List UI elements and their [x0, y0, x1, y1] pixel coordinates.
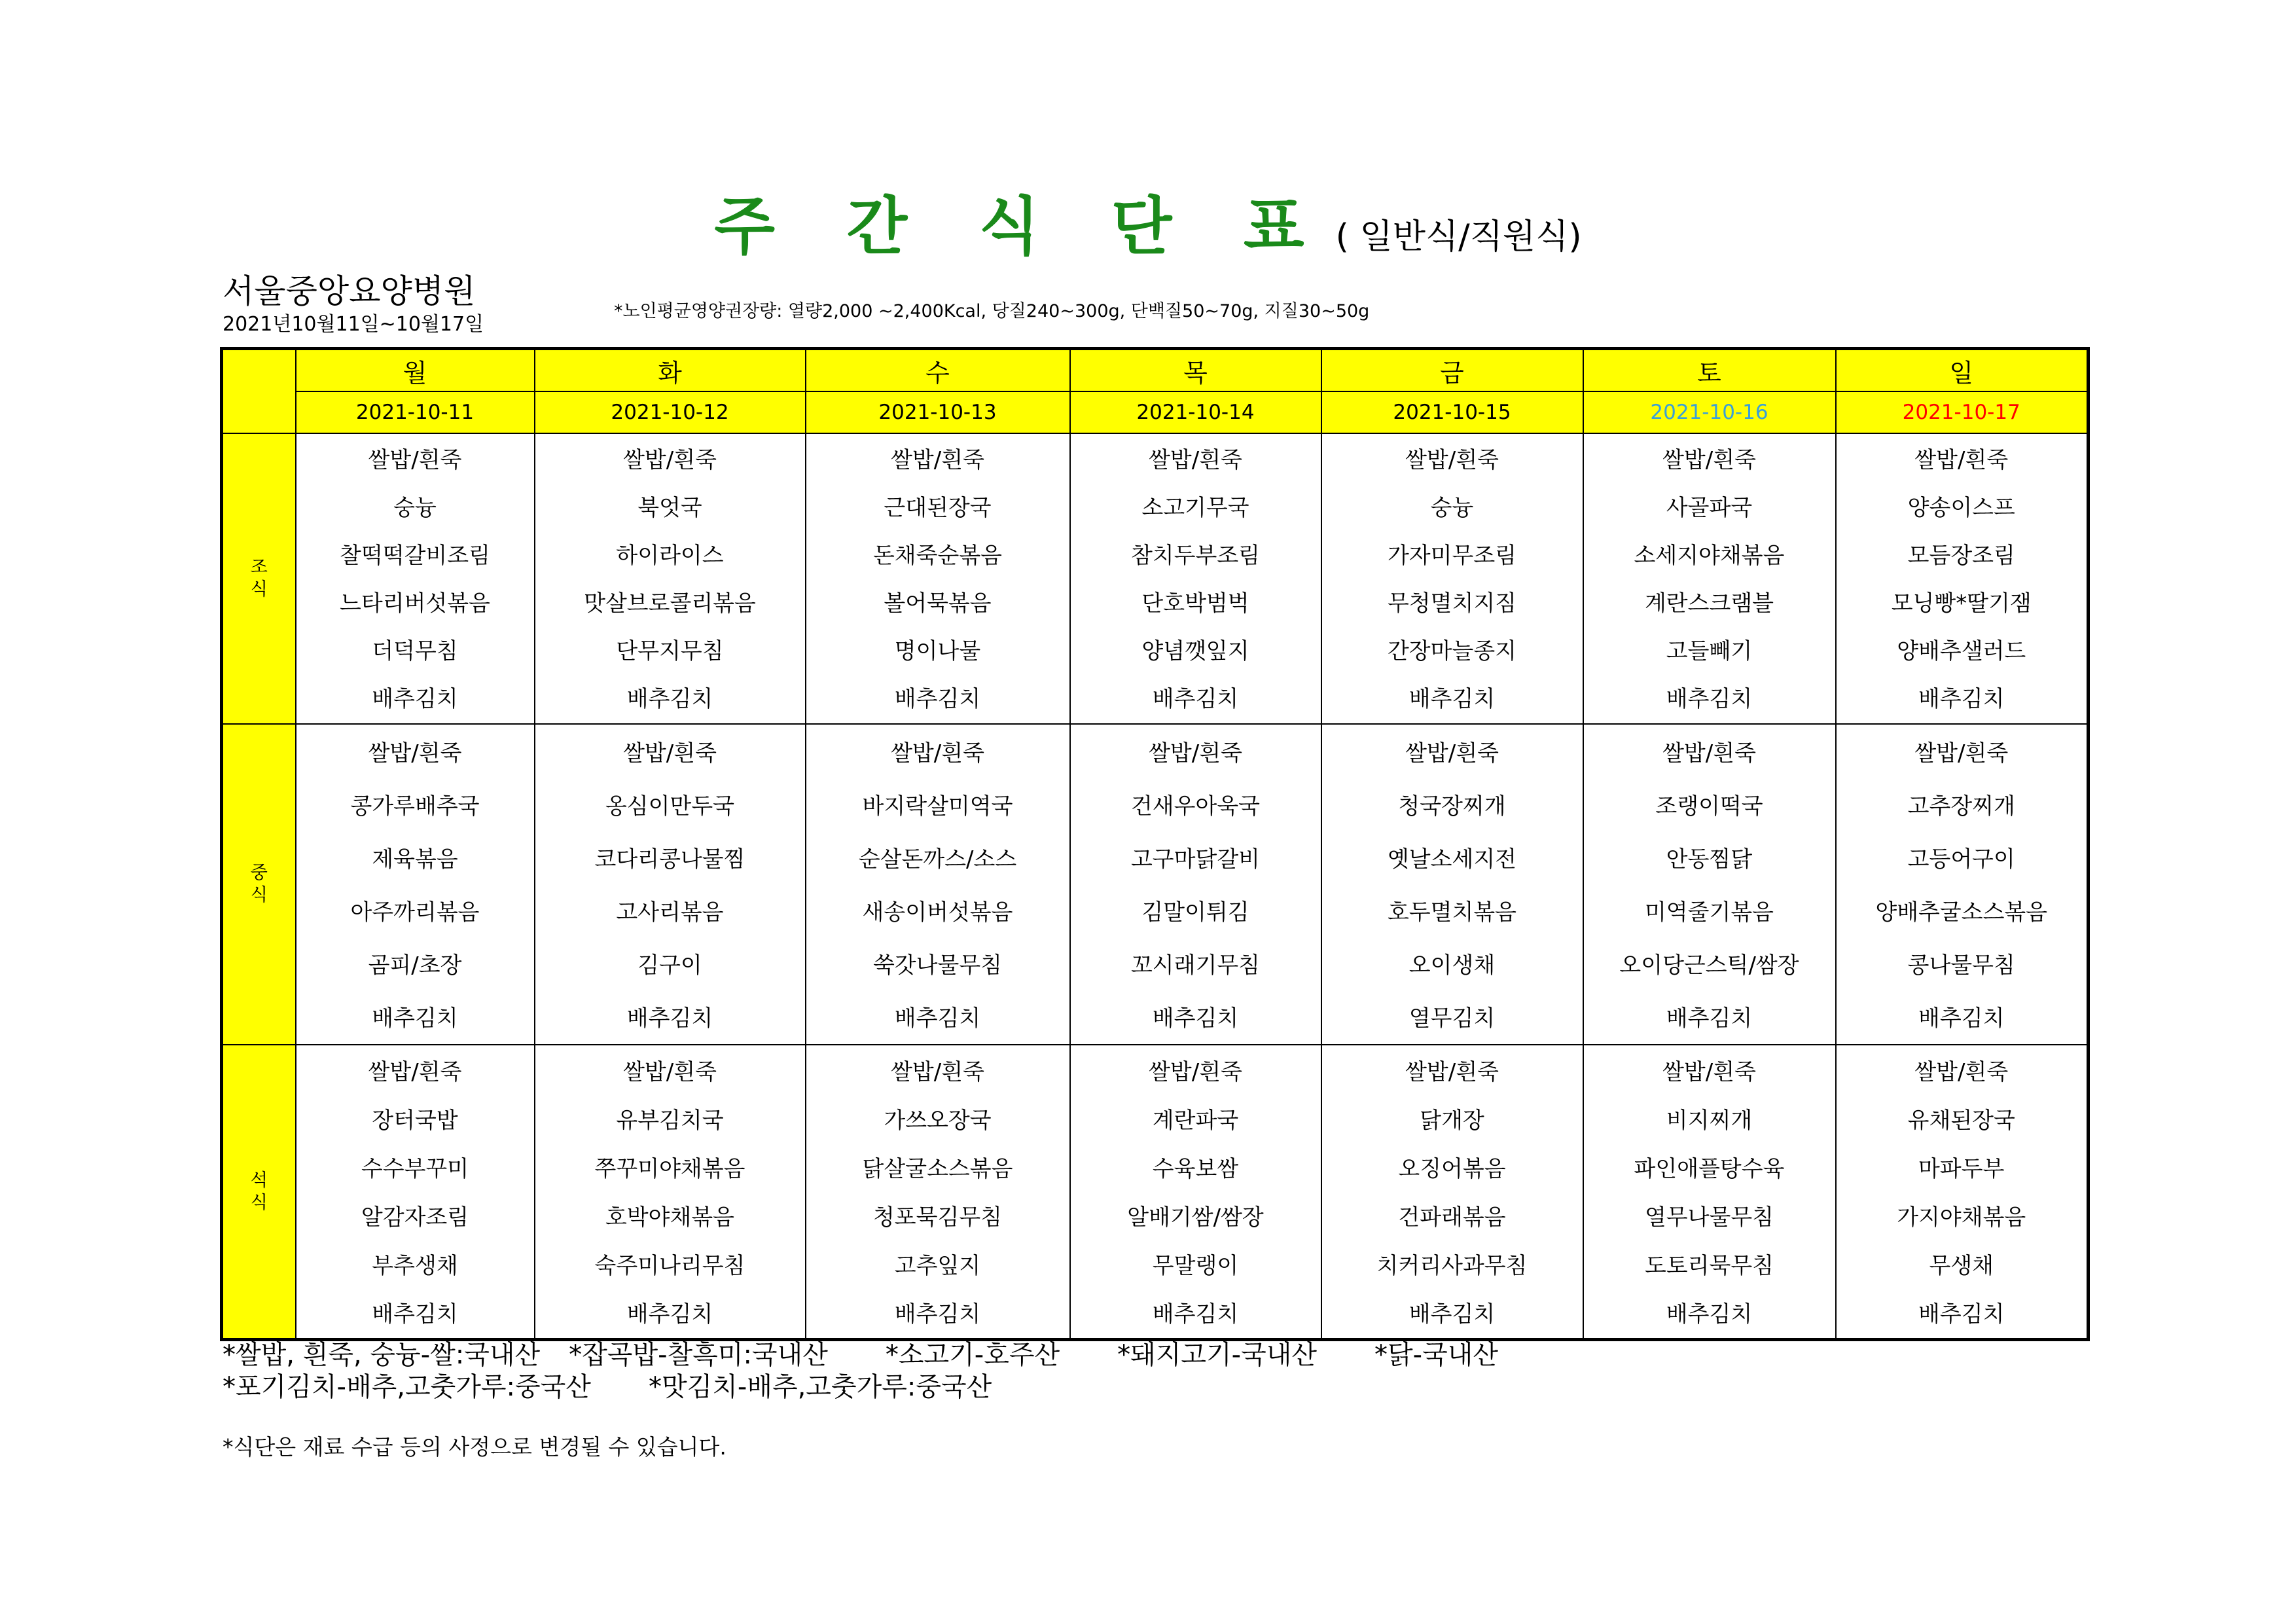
- menu-item: 열무나물무침: [1644, 1204, 1774, 1231]
- nutrition-note: *노인평균영양권장량: 열량2,000 ~2,400Kcal, 당질240~300g, 단백질50~70g, 지질30~50g: [614, 301, 1370, 321]
- origin-note-line2: [223, 1366, 992, 1403]
- menu-item: 참치두부조림: [1130, 543, 1261, 569]
- menu-item: 양배추굴소스볶음: [1875, 899, 2048, 926]
- title-sub: ( 일반식/직원식): [1335, 217, 1582, 257]
- menu-item: 숭늉: [1430, 495, 1474, 521]
- menu-period: 2021년10월11일~10월17일: [223, 313, 484, 336]
- menu-item: 쌀밥/흰죽: [1405, 1058, 1499, 1085]
- menu-item: 알배기쌈/쌈장: [1127, 1204, 1264, 1231]
- origin-note: *소고기-호주산: [885, 1340, 1060, 1370]
- menu-cell: [1583, 433, 1836, 724]
- menu-item: 고사리볶음: [616, 899, 724, 926]
- menu-item: 제육볶음: [372, 846, 458, 873]
- menu-item: 찰떡떡갈비조림: [340, 543, 490, 569]
- menu-cell: [1583, 1045, 1836, 1340]
- origin-note: *잡곡밥-찰흑미:국내산: [569, 1340, 828, 1370]
- menu-item: 쌀밥/흰죽: [1149, 740, 1242, 767]
- menu-item: 배추김치: [894, 1005, 981, 1032]
- menu-item: 옛날소세지전: [1387, 846, 1517, 873]
- menu-item: 쌀밥/흰죽: [623, 740, 717, 767]
- hospital-name: 서울중앙요양병원: [223, 272, 476, 310]
- menu-item: 치커리사과무침: [1376, 1252, 1528, 1279]
- menu-cell: [296, 1045, 535, 1340]
- date-header: 2021-10-14: [1070, 391, 1321, 433]
- day-header: 토: [1583, 349, 1836, 392]
- date-header: 2021-10-15: [1321, 391, 1583, 433]
- menu-item: 수수부꾸미: [361, 1155, 469, 1182]
- date-header: 2021-10-17: [1836, 391, 2089, 433]
- menu-item: 쭈꾸미야채볶음: [594, 1155, 745, 1182]
- menu-item: 쌀밥/흰죽: [1662, 1058, 1756, 1085]
- menu-item: 쌀밥/흰죽: [368, 447, 462, 473]
- menu-item: 건새우아욱국: [1130, 793, 1261, 820]
- menu-item: 숭늉: [393, 495, 437, 521]
- menu-cell: [535, 433, 806, 724]
- menu-item: 배추김치: [372, 1005, 458, 1032]
- meal-label-text: 조식: [250, 557, 268, 600]
- menu-item: 배추김치: [626, 1005, 713, 1032]
- menu-item: 마파두부: [1918, 1155, 2005, 1182]
- menu-item: 알감자조림: [361, 1204, 469, 1231]
- menu-item: 쑥갓나물무침: [872, 952, 1003, 979]
- menu-item: 쌀밥/흰죽: [1914, 447, 2009, 473]
- menu-item: 볼어묵볶음: [884, 590, 992, 617]
- menu-item: 하이라이스: [616, 543, 724, 569]
- menu-item: 무생채: [1929, 1252, 1994, 1279]
- menu-item: 근대된장국: [884, 495, 992, 521]
- menu-item: 배추김치: [1918, 1005, 2005, 1032]
- menu-item: 바지락살미역국: [862, 793, 1013, 820]
- menu-item: 파인애플탕수육: [1634, 1155, 1785, 1182]
- menu-item: 계란스크램블: [1644, 590, 1774, 617]
- menu-item: 건파래볶음: [1398, 1204, 1506, 1231]
- date-header: 2021-10-16: [1583, 391, 1836, 433]
- menu-cell: [535, 1045, 806, 1340]
- menu-cell: [1583, 724, 1836, 1045]
- menu-item: 아주까리볶음: [350, 899, 480, 926]
- menu-item: 고추장찌개: [1907, 793, 2015, 820]
- menu-item: 오징어볶음: [1398, 1155, 1506, 1182]
- menu-item: 가지야채볶음: [1897, 1204, 2026, 1231]
- day-header: 화: [535, 349, 806, 392]
- menu-item: 곰피/초장: [368, 952, 462, 979]
- meal-row: [222, 1045, 2089, 1340]
- menu-item: 비지찌개: [1666, 1107, 1753, 1134]
- menu-item: 모듬장조림: [1907, 543, 2015, 569]
- menu-cell: [1836, 433, 2089, 724]
- menu-item: 부추생채: [372, 1252, 458, 1279]
- menu-item: 고추잎지: [894, 1252, 981, 1279]
- menu-item: 가자미무조림: [1387, 543, 1517, 569]
- menu-item: 배추김치: [1666, 1301, 1753, 1327]
- menu-cell: [806, 1045, 1070, 1340]
- menu-item: 도토리묵무침: [1644, 1252, 1774, 1279]
- menu-item: 배추김치: [1152, 1301, 1239, 1327]
- menu-item: 배추김치: [626, 686, 713, 712]
- menu-item: 쌀밥/흰죽: [368, 1058, 462, 1085]
- menu-item: 꼬시래기무침: [1130, 952, 1261, 979]
- menu-item: 모닝빵*딸기잼: [1891, 590, 2032, 617]
- menu-item: 쌀밥/흰죽: [891, 1058, 984, 1085]
- origin-note: *쌀밥, 흰죽, 숭늉-쌀:국내산: [223, 1340, 541, 1370]
- menu-item: 배추김치: [1408, 1301, 1496, 1327]
- day-header: 일: [1836, 349, 2089, 392]
- menu-cell: [296, 724, 535, 1045]
- menu-item: 고등어구이: [1907, 846, 2015, 873]
- menu-item: 콩가루배추국: [350, 793, 480, 820]
- menu-item: 쌀밥/흰죽: [1405, 740, 1499, 767]
- menu-cell: [535, 724, 806, 1045]
- menu-item: 쌀밥/흰죽: [1914, 1058, 2009, 1085]
- menu-cell: [806, 433, 1070, 724]
- menu-item: 양송이스프: [1907, 495, 2015, 521]
- menu-item: 쌀밥/흰죽: [1149, 1058, 1242, 1085]
- title-main: 주 간 식 단 표: [714, 190, 1329, 263]
- menu-item: 안동찜닭: [1666, 846, 1753, 873]
- meal-label: [222, 724, 296, 1045]
- menu-item: 옹심이만두국: [605, 793, 735, 820]
- menu-item: 배추김치: [1918, 686, 2005, 712]
- date-header: 2021-10-12: [535, 391, 806, 433]
- menu-item: 배추김치: [626, 1301, 713, 1327]
- menu-cell: [296, 433, 535, 724]
- menu-item: 쌀밥/흰죽: [1405, 447, 1499, 473]
- menu-item: 배추김치: [1408, 686, 1496, 712]
- menu-item: 고구마닭갈비: [1130, 846, 1261, 873]
- origin-note: *돼지고기-국내산: [1117, 1340, 1318, 1370]
- menu-item: 사골파국: [1666, 495, 1753, 521]
- menu-cell: [1836, 724, 2089, 1045]
- menu-item: 유부김치국: [616, 1107, 724, 1134]
- menu-item: 쌀밥/흰죽: [1149, 447, 1242, 473]
- menu-cell: [1070, 724, 1321, 1045]
- menu-item: 간장마늘종지: [1387, 638, 1517, 664]
- menu-item: 콩나물무침: [1907, 952, 2015, 979]
- menu-item: 닭개장: [1420, 1107, 1484, 1134]
- menu-cell: [1321, 724, 1583, 1045]
- menu-item: 무말랭이: [1152, 1252, 1239, 1279]
- menu-item: 쌀밥/흰죽: [623, 1058, 717, 1085]
- menu-cell: [806, 724, 1070, 1045]
- menu-item: 오이생채: [1408, 952, 1496, 979]
- origin-note: *포기김치-배추,고춧가루:중국산: [223, 1372, 591, 1402]
- menu-item: 배추김치: [894, 686, 981, 712]
- menu-item: 쌀밥/흰죽: [1662, 447, 1756, 473]
- menu-item: 열무김치: [1408, 1005, 1496, 1032]
- menu-item: 쌀밥/흰죽: [1914, 740, 2009, 767]
- page-title: [0, 177, 2296, 266]
- corner-cell: [222, 349, 296, 434]
- menu-cell: [1321, 1045, 1583, 1340]
- meal-label: [222, 433, 296, 724]
- menu-item: 닭살굴소스볶음: [862, 1155, 1013, 1182]
- menu-cell: [1321, 433, 1583, 724]
- menu-item: 명이나물: [894, 638, 981, 664]
- menu-item: 더덕무침: [372, 638, 458, 664]
- menu-item: 북엇국: [637, 495, 702, 521]
- menu-item: 김말이튀김: [1141, 899, 1249, 926]
- menu-item: 배추김치: [372, 1301, 458, 1327]
- day-header: 목: [1070, 349, 1321, 392]
- menu-item: 배추김치: [372, 686, 458, 712]
- menu-item: 단무지무침: [616, 638, 724, 664]
- menu-item: 김구이: [637, 952, 702, 979]
- menu-item: 순살돈까스/소스: [858, 846, 1017, 873]
- menu-item: 무청멸치지짐: [1387, 590, 1517, 617]
- menu-item: 유채된장국: [1907, 1107, 2015, 1134]
- menu-item: 맛살브로콜리볶음: [584, 590, 756, 617]
- menu-item: 배추김치: [1918, 1301, 2005, 1327]
- menu-item: 쌀밥/흰죽: [623, 447, 717, 473]
- menu-item: 수육보쌈: [1152, 1155, 1239, 1182]
- menu-item: 미역줄기볶음: [1644, 899, 1774, 926]
- menu-item: 소고기무국: [1141, 495, 1249, 521]
- menu-item: 쌀밥/흰죽: [891, 740, 984, 767]
- meal-row: [222, 433, 2089, 724]
- menu-item: 배추김치: [894, 1301, 981, 1327]
- menu-item: 돈채죽순볶음: [872, 543, 1003, 569]
- meal-row: [222, 724, 2089, 1045]
- menu-item: 코다리콩나물찜: [594, 846, 745, 873]
- day-header-row: [222, 349, 2089, 392]
- menu-cell: [1070, 433, 1321, 724]
- day-header: 월: [296, 349, 535, 392]
- menu-item: 조랭이떡국: [1655, 793, 1763, 820]
- day-header: 금: [1321, 349, 1583, 392]
- menu-cell: [1070, 1045, 1321, 1340]
- menu-item: 쌀밥/흰죽: [368, 740, 462, 767]
- menu-item: 가쓰오장국: [884, 1107, 992, 1134]
- menu-item: 호두멸치볶음: [1387, 899, 1517, 926]
- date-header: 2021-10-13: [806, 391, 1070, 433]
- origin-note: *맛김치-배추,고춧가루:중국산: [648, 1372, 992, 1402]
- menu-item: 소세지야채볶음: [1634, 543, 1785, 569]
- menu-table: [220, 347, 2090, 1341]
- meal-label-text: 석식: [250, 1170, 268, 1213]
- menu-item: 고들빼기: [1666, 638, 1753, 664]
- date-header-row: [222, 391, 2089, 433]
- menu-cell: [1836, 1045, 2089, 1340]
- menu-item: 배추김치: [1152, 1005, 1239, 1032]
- origin-note: *닭-국내산: [1374, 1340, 1499, 1370]
- menu-item: 호박야채볶음: [605, 1204, 735, 1231]
- menu-item: 청국장찌개: [1398, 793, 1506, 820]
- menu-item: 단호박범벅: [1141, 590, 1249, 617]
- menu-item: 배추김치: [1152, 686, 1239, 712]
- menu-item: 배추김치: [1666, 1005, 1753, 1032]
- menu-item: 숙주미나리무침: [594, 1252, 745, 1279]
- menu-item: 오이당근스틱/쌈장: [1619, 952, 1799, 979]
- menu-item: 장터국밥: [372, 1107, 458, 1134]
- menu-item: 느타리버섯볶음: [340, 590, 490, 617]
- menu-item: 양념깻잎지: [1141, 638, 1249, 664]
- menu-item: 청포묵김무침: [872, 1204, 1003, 1231]
- change-note: *식단은 재료 수급 등의 사정으로 변경될 수 있습니다.: [223, 1434, 726, 1460]
- menu-item: 양배추샐러드: [1897, 638, 2026, 664]
- date-header: 2021-10-11: [296, 391, 535, 433]
- menu-item: 배추김치: [1666, 686, 1753, 712]
- menu-item: 새송이버섯볶음: [862, 899, 1013, 926]
- menu-item: 계란파국: [1152, 1107, 1239, 1134]
- day-header: 수: [806, 349, 1070, 392]
- meal-label: [222, 1045, 296, 1340]
- menu-item: 쌀밥/흰죽: [1662, 740, 1756, 767]
- menu-item: 쌀밥/흰죽: [891, 447, 984, 473]
- meal-label-text: 중식: [250, 863, 268, 905]
